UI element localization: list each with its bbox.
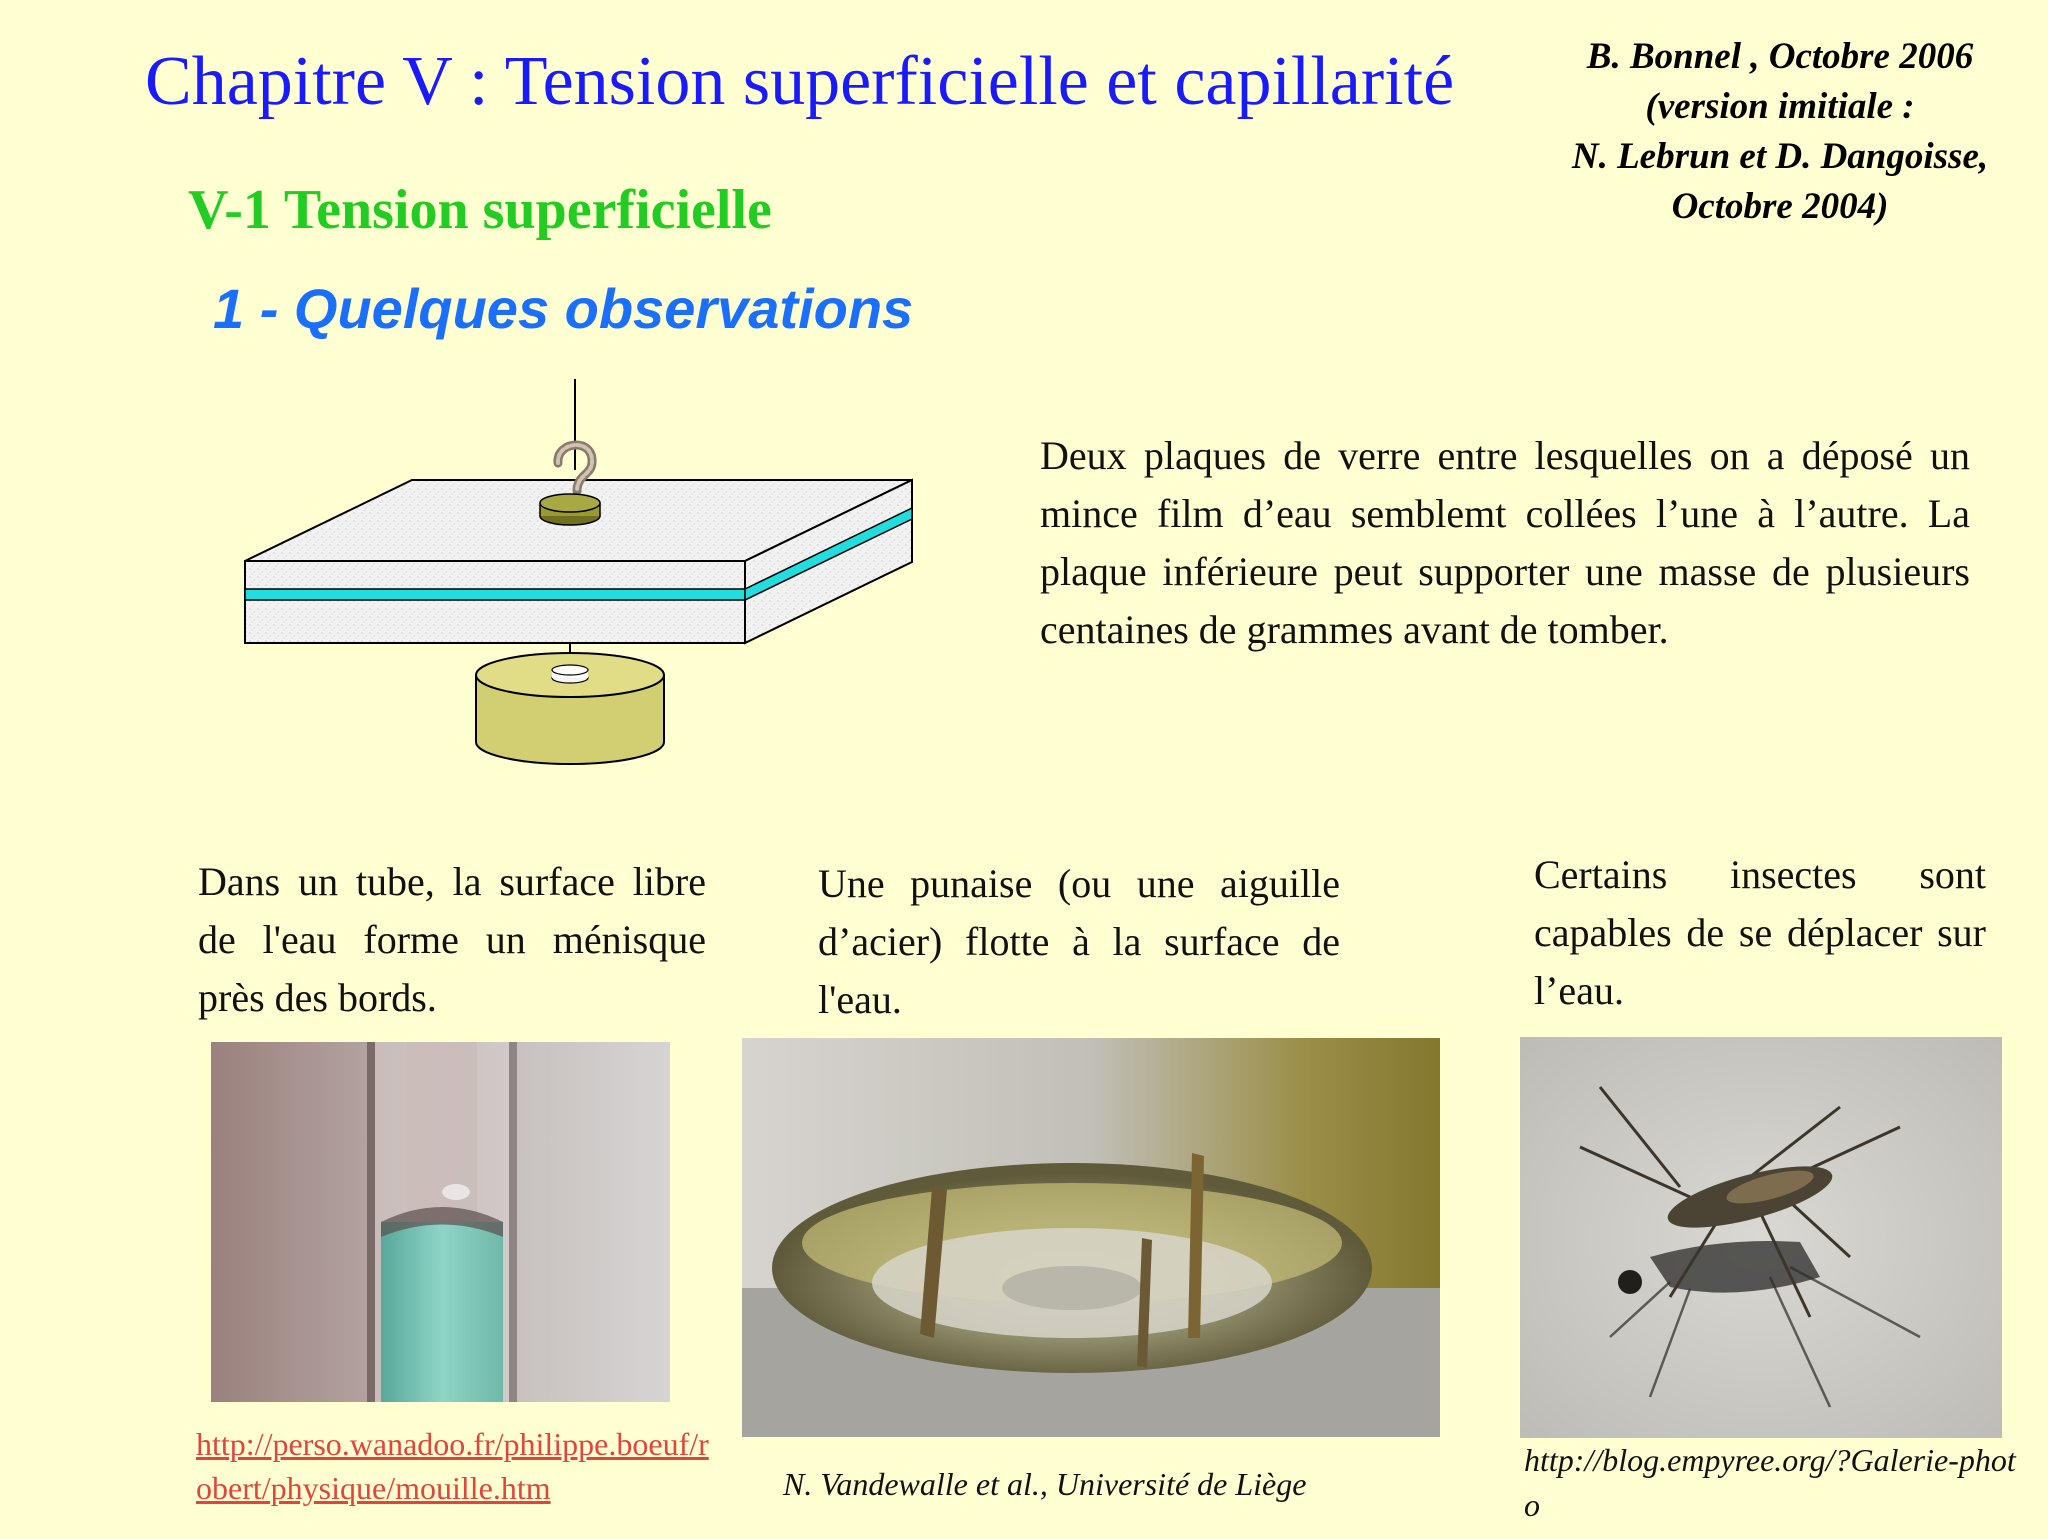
credit-line: Octobre 2004) [1671,186,1889,227]
author-credits [1515,32,2045,232]
plate-front-face [245,561,745,643]
floating-pin-photo [742,1038,1440,1437]
page-title: Chapitre V : Tension superficielle et capillarité [145,43,1455,120]
test-tube-photo [211,1042,670,1402]
glass-plates-diagram [240,375,920,765]
tube-source-link[interactable]: http://perso.wanadoo.fr/philippe.boeuf/robert/physique/mouille.htm [196,1426,709,1506]
credit-line: N. Lebrun et D. Dangoisse, [1571,136,1989,177]
insect-source-caption: http://blog.empyree.org/?Galerie-photo [1524,1442,2016,1523]
plates-observation-text: Deux plaques de verre entre lesquelles on a déposé un mince film d’eau semblemt collées l’une à l’autre. La plaque inférieure peut supporter une masse de plusieurs centaines de grammes avant de tomber. [1040,433,1970,652]
insect-observation-text: Certains insectes sont capables de se déplacer sur l’eau. [1534,852,1986,1013]
hook-base-disc [540,494,600,512]
water-strider-photo [1520,1037,2002,1438]
subsection-title: 1 - Quelques observations [213,277,914,340]
needle-source-caption: N. Vandewalle et al., Université de Liège [783,1466,1307,1502]
credit-line: (version imitiale : [1645,86,1915,127]
needle-observation-text: Une punaise (ou une aiguille d’acier) flotte à la surface de l'eau. [818,861,1340,1022]
water-film-front [245,589,745,600]
mass-hook-cap [552,665,588,675]
credit-line: B. Bonnel , Octobre 2006 [1586,36,1974,77]
tube-observation-text: Dans un tube, la surface libre de l'eau forme un ménisque près des bords. [198,859,706,1020]
section-title: V-1 Tension superficielle [188,179,772,241]
